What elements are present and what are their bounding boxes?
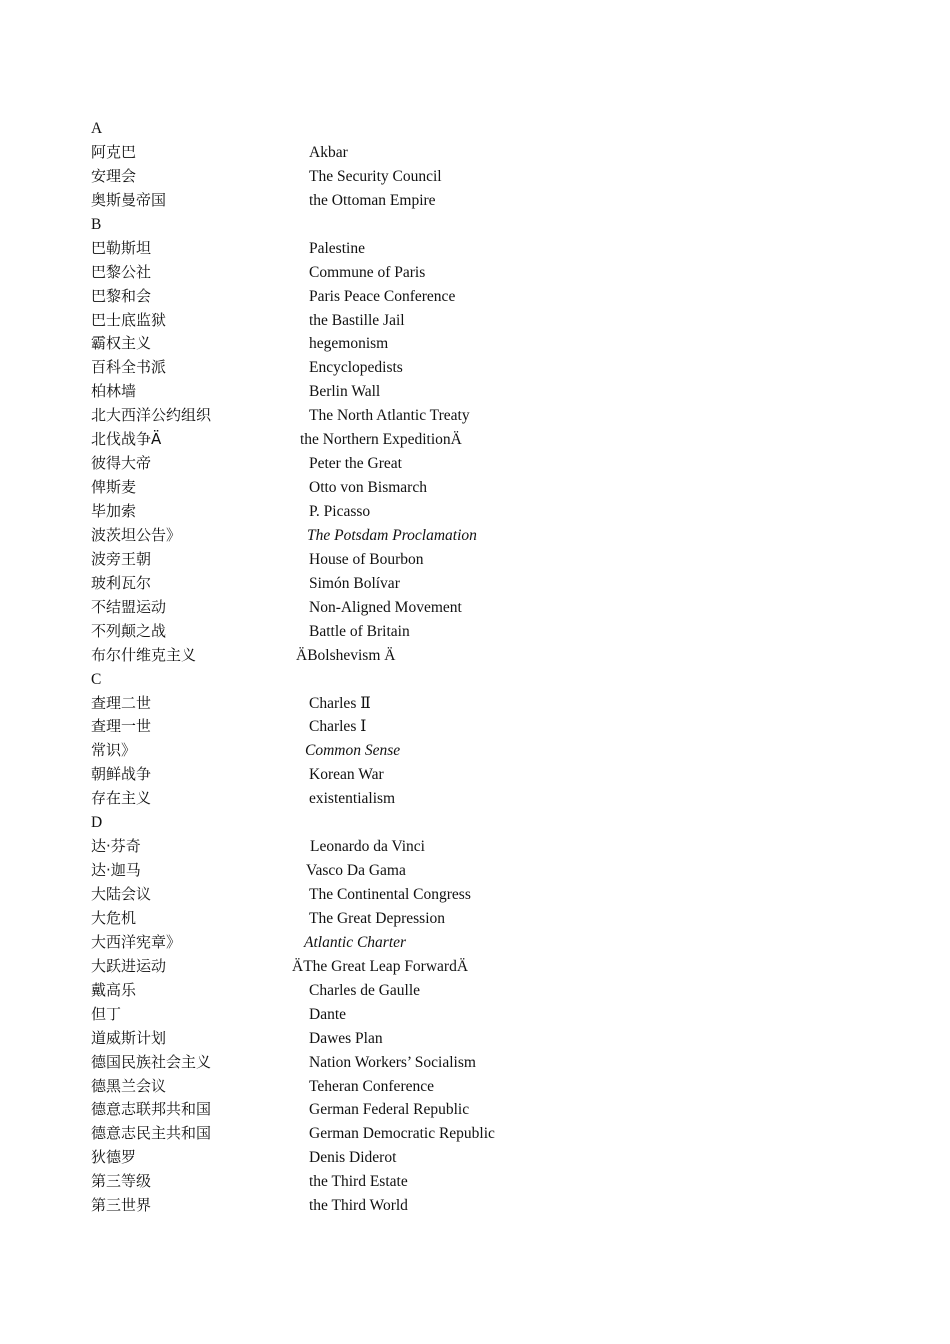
english-term: P. Picasso [309, 503, 371, 520]
glossary-entry [91, 692, 791, 716]
chinese-term: 德国民族社会主义 [91, 1052, 212, 1071]
section-letter: C [91, 670, 102, 688]
glossary-entry [91, 524, 791, 548]
section-letter: D [91, 814, 103, 832]
chinese-term: 但丁 [91, 1004, 122, 1023]
glossary-entry [91, 380, 791, 404]
english-term: The Continental Congress [309, 886, 471, 903]
glossary-entry [91, 452, 791, 476]
glossary-entry [91, 428, 791, 452]
english-term: Dawes Plan [309, 1029, 383, 1047]
glossary-entry [91, 261, 791, 285]
glossary-entry [91, 237, 791, 261]
glossary-entry [91, 1003, 791, 1027]
glossary-entry [91, 979, 791, 1003]
glossary-entry [91, 787, 791, 811]
chinese-term: 存在主义 [91, 789, 152, 808]
english-term: Korean War [309, 766, 384, 784]
glossary-entry [91, 500, 791, 524]
chinese-term: 达·迦马 [91, 861, 141, 880]
english-term: Berlin Wall [309, 383, 381, 401]
english-term: German Federal Republic [309, 1101, 470, 1119]
glossary-entry [91, 548, 791, 572]
chinese-term: 巴黎公社 [91, 262, 152, 281]
chinese-term: 柏林墙 [91, 382, 137, 401]
english-term: The Security Council [309, 167, 442, 185]
chinese-term: 大危机 [91, 908, 137, 927]
english-term: Encyclopedists [309, 359, 403, 377]
english-term: The Potsdam Proclamation [307, 526, 477, 544]
chinese-term: 巴黎和会 [91, 286, 152, 305]
english-term: Akbar [309, 143, 348, 161]
english-term: Battle of Britain [309, 622, 410, 640]
glossary-entry [91, 1170, 791, 1194]
english-term: Common Sense [305, 742, 401, 760]
chinese-term: 常识》 [91, 741, 137, 760]
glossary-entry [91, 1098, 791, 1122]
chinese-term: 达·芬奇 [91, 837, 141, 856]
english-term: Otto von Bismarch [309, 479, 427, 497]
glossary-entry [91, 572, 791, 596]
english-term: ÄBolshevism Ä [296, 646, 396, 664]
chinese-term: 巴勒斯坦 [91, 238, 152, 257]
glossary-entry [91, 620, 791, 644]
english-term: Leonardo da Vinci [310, 838, 425, 856]
glossary-entry [91, 1027, 791, 1051]
section-letter-a [91, 117, 791, 141]
chinese-term: 北大西洋公约组织 [91, 406, 212, 425]
chinese-term: 安理会 [91, 166, 137, 185]
chinese-term: 第三世界 [91, 1196, 152, 1215]
glossary [91, 117, 791, 1218]
chinese-term: 德意志民主共和国 [91, 1124, 212, 1143]
glossary-entry [91, 285, 791, 309]
chinese-term: 彼得大帝 [91, 454, 152, 473]
chinese-term: 霸权主义 [91, 334, 152, 353]
chinese-term: 道威斯计划 [91, 1028, 167, 1047]
glossary-entry [91, 332, 791, 356]
english-term: hegemonism [309, 335, 389, 353]
glossary-entry [91, 763, 791, 787]
section-letter-d [91, 811, 791, 835]
english-term: the Third World [309, 1197, 408, 1215]
glossary-entry [91, 309, 791, 333]
section-letter: A [91, 120, 103, 137]
glossary-entry [91, 835, 791, 859]
glossary-entry [91, 189, 791, 213]
english-term: Teheran Conference [309, 1077, 434, 1095]
english-term: German Democratic Republic [309, 1125, 495, 1143]
glossary-entry [91, 907, 791, 931]
glossary-entry [91, 1122, 791, 1146]
chinese-term: 第三等级 [91, 1172, 152, 1191]
chinese-term: 北伐战争Ä [91, 430, 162, 449]
chinese-term: 玻利瓦尔 [91, 573, 152, 592]
glossary-entry [91, 715, 791, 739]
chinese-term: 波旁王朝 [91, 549, 152, 568]
english-term: the Ottoman Empire [309, 191, 436, 209]
glossary-entry [91, 883, 791, 907]
glossary-entry [91, 644, 791, 668]
glossary-entry [91, 476, 791, 500]
glossary-entry [91, 859, 791, 883]
chinese-term: 德意志联邦共和国 [91, 1100, 212, 1119]
english-term: Simón Bolívar [309, 574, 400, 592]
english-term: House of Bourbon [309, 550, 424, 568]
glossary-entry [91, 141, 791, 165]
english-term: Paris Peace Conference [309, 287, 456, 305]
chinese-term: 朝鲜战争 [91, 765, 152, 784]
glossary-entry [91, 356, 791, 380]
glossary-entry [91, 955, 791, 979]
chinese-term: 戴高乐 [91, 980, 137, 999]
english-term: Nation Workers’ Socialism [309, 1053, 476, 1071]
glossary-entry [91, 1075, 791, 1099]
chinese-term: 德黑兰会议 [91, 1076, 167, 1095]
chinese-term: 大西洋宪章》 [91, 932, 182, 951]
english-term: ÄThe Great Leap ForwardÄ [292, 957, 469, 975]
english-term: Commune of Paris [309, 263, 426, 281]
chinese-term: 布尔什维克主义 [91, 645, 197, 664]
english-term: Charles Ⅰ [309, 718, 367, 736]
chinese-term: 巴士底监狱 [91, 310, 167, 329]
chinese-term: 俾斯麦 [91, 478, 137, 497]
english-term: Vasco Da Gama [306, 862, 406, 880]
english-term: Non-Aligned Movement [309, 598, 462, 616]
chinese-term: 百科全书派 [91, 358, 167, 377]
english-term: The Great Depression [309, 909, 446, 927]
english-term: Charles Ⅱ [309, 694, 371, 712]
glossary-entry [91, 404, 791, 428]
chinese-term: 查理二世 [91, 693, 152, 712]
english-term: The North Atlantic Treaty [309, 407, 470, 425]
section-letter-b [91, 213, 791, 237]
section-letter-c [91, 668, 791, 692]
glossary-entry [91, 931, 791, 955]
chinese-term: 不列颠之战 [91, 621, 167, 640]
english-term: the Third Estate [309, 1173, 408, 1191]
english-term: Atlantic Charter [304, 933, 407, 951]
chinese-term: 不结盟运动 [91, 597, 167, 616]
english-term: Charles de Gaulle [309, 981, 421, 999]
chinese-term: 大跃进运动 [91, 956, 167, 975]
section-letter: B [91, 215, 102, 233]
chinese-term: 大陆会议 [91, 885, 152, 903]
chinese-term: 阿克巴 [91, 142, 137, 161]
english-term: existentialism [309, 790, 396, 808]
english-term: the Northern ExpeditionÄ [300, 431, 462, 449]
chinese-term: 毕加索 [91, 502, 137, 520]
english-term: Dante [309, 1005, 347, 1023]
glossary-entry [91, 596, 791, 620]
glossary-entry [91, 1051, 791, 1075]
english-term: Denis Diderot [309, 1149, 397, 1167]
chinese-term: 狄德罗 [91, 1148, 137, 1167]
chinese-term: 波茨坦公告》 [91, 525, 182, 544]
glossary-entry [91, 739, 791, 763]
chinese-term: 奥斯曼帝国 [91, 190, 167, 209]
chinese-term: 查理一世 [91, 717, 152, 736]
english-term: Peter the Great [309, 455, 402, 473]
glossary-entry [91, 1194, 791, 1218]
english-term: the Bastille Jail [309, 311, 405, 329]
glossary-entry [91, 1146, 791, 1170]
english-term: Palestine [309, 239, 365, 257]
glossary-entry [91, 165, 791, 189]
